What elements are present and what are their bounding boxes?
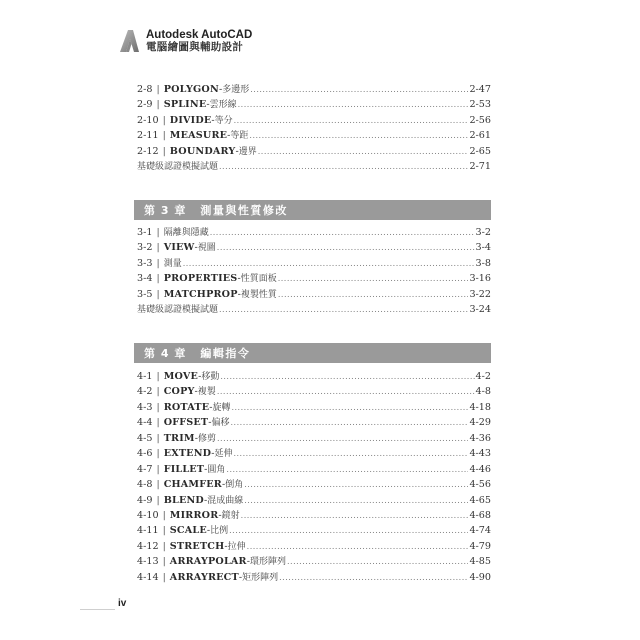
- chapter-4-heading: [134, 343, 491, 363]
- toc-entry: [137, 493, 491, 508]
- section-number: 4-3: [137, 401, 153, 413]
- command-name: EXTEND: [163, 448, 212, 460]
- separator: |: [156, 401, 160, 413]
- command-name: ARRAYRECT: [169, 571, 239, 583]
- separator: |: [156, 432, 160, 444]
- toc-entry: [137, 400, 491, 415]
- page-folio: iv: [118, 598, 127, 609]
- separator: |: [156, 371, 160, 382]
- entry-title: 移動: [201, 372, 220, 382]
- dash: -: [246, 556, 250, 568]
- dash: -: [224, 540, 228, 552]
- page-number: 2-71: [469, 161, 491, 173]
- leader-dots: [278, 287, 469, 302]
- entry-title: 圓角: [207, 464, 226, 475]
- dash: -: [221, 479, 226, 491]
- separator: |: [156, 288, 160, 300]
- section-number: 3-1: [137, 227, 153, 238]
- dash: -: [238, 571, 243, 583]
- section-number: 2-11: [137, 130, 159, 142]
- toc-chapter2-list: [137, 82, 491, 175]
- toc-entry: [137, 82, 491, 97]
- toc-entry: [137, 523, 491, 538]
- separator: |: [156, 479, 160, 491]
- leader-dots: [233, 446, 468, 461]
- toc-entry: [137, 97, 491, 112]
- toc-chapter3-list: [137, 225, 491, 318]
- command-name: FILLET: [163, 463, 205, 475]
- separator: |: [156, 273, 160, 285]
- dash: -: [194, 386, 198, 398]
- section-number: 4-6: [137, 448, 153, 460]
- dash: -: [204, 463, 208, 475]
- entry-title: 等分: [214, 115, 233, 126]
- page-number: 3-22: [469, 288, 491, 300]
- command-name: VIEW: [163, 242, 195, 254]
- section-number: 4-1: [137, 371, 153, 382]
- leader-dots: [217, 431, 468, 446]
- dash: -: [194, 242, 198, 254]
- entry-title: 基礎級認證模擬試題: [137, 162, 219, 173]
- page-number: 4-29: [469, 417, 491, 429]
- toc-entry: [137, 159, 491, 174]
- entry-title: 視圖: [197, 243, 216, 254]
- entry-title: 多邊形: [222, 85, 250, 95]
- entry-title: 性質面板: [240, 274, 277, 285]
- leader-dots: [287, 554, 468, 569]
- footer-rule: [80, 609, 115, 610]
- toc-entry: [137, 431, 491, 446]
- leader-dots: [238, 97, 469, 112]
- toc-entry: [137, 508, 491, 523]
- page-number: 4-85: [469, 556, 491, 568]
- entry-title: 拉伸: [227, 541, 246, 552]
- leader-dots: [247, 539, 469, 554]
- entry-title: 測量: [163, 258, 182, 269]
- toc-entry: [137, 477, 491, 492]
- book-subtitle: 電腦繪圖與輔助設計: [146, 41, 244, 53]
- book-brand: [146, 29, 252, 53]
- page-number: 4-18: [469, 401, 491, 413]
- separator: |: [162, 571, 166, 583]
- section-number: 4-7: [137, 463, 153, 475]
- leader-dots: [231, 415, 469, 430]
- page-number: 3-4: [475, 242, 491, 254]
- toc-entry: [137, 570, 491, 585]
- dash: -: [218, 84, 223, 95]
- entry-title: 複製: [197, 387, 216, 398]
- command-name: PROPERTIES: [163, 273, 238, 285]
- page-number: 4-8: [475, 386, 491, 398]
- separator: |: [156, 99, 160, 111]
- separator: |: [156, 84, 160, 95]
- leader-dots: [210, 225, 475, 240]
- toc-entry: [137, 539, 491, 554]
- leader-dots: [278, 271, 469, 286]
- leader-dots: [217, 384, 475, 399]
- entry-title: 倒角: [225, 480, 244, 491]
- command-name: SCALE: [169, 525, 207, 537]
- command-name: BOUNDARY: [169, 145, 236, 157]
- page-number: 2-47: [469, 84, 491, 95]
- separator: |: [162, 556, 166, 568]
- toc-entry: [137, 271, 491, 286]
- command-name: MIRROR: [169, 509, 219, 521]
- entry-title: 複製性質: [240, 289, 277, 300]
- dash: -: [227, 130, 231, 142]
- separator: |: [162, 114, 166, 126]
- toc-entry: [137, 225, 491, 240]
- toc-entry: [137, 144, 491, 159]
- section-number: 3-5: [137, 288, 153, 300]
- entry-title: 偏移: [211, 418, 230, 429]
- page-number: 3-24: [469, 304, 491, 316]
- separator: |: [162, 540, 166, 552]
- page-number: 4-65: [469, 494, 491, 506]
- leader-dots: [241, 508, 469, 523]
- toc-entry: [137, 287, 491, 302]
- page-number: 4-36: [469, 432, 491, 444]
- page-number: 3-8: [475, 257, 491, 269]
- leader-dots: [279, 570, 468, 585]
- page-number: 3-16: [469, 273, 491, 285]
- command-name: MEASURE: [169, 130, 228, 142]
- command-name: MOVE: [163, 371, 199, 382]
- section-number: 4-2: [137, 386, 153, 398]
- command-name: CHAMFER: [163, 479, 222, 491]
- leader-dots: [234, 113, 469, 128]
- page-number: 2-53: [469, 99, 491, 111]
- section-number: 3-4: [137, 273, 153, 285]
- command-name: OFFSET: [163, 417, 209, 429]
- entry-title: 等距: [230, 131, 249, 142]
- dash: -: [209, 401, 213, 413]
- command-name: STRETCH: [169, 540, 225, 552]
- page-number: 4-2: [475, 371, 491, 382]
- page-number: 4-43: [469, 448, 491, 460]
- separator: |: [156, 242, 160, 254]
- entry-title: 修剪: [197, 433, 216, 444]
- command-name: MATCHPROP: [163, 288, 238, 300]
- toc-entry: [137, 462, 491, 477]
- separator: |: [162, 130, 166, 142]
- separator: |: [156, 386, 160, 398]
- separator: |: [162, 525, 166, 537]
- entry-title: 基礎級認證模擬試題: [137, 305, 219, 316]
- page-number: 4-74: [469, 525, 491, 537]
- separator: |: [156, 463, 160, 475]
- page-number: 2-56: [469, 114, 491, 126]
- separator: |: [156, 448, 160, 460]
- command-name: BLEND: [163, 494, 204, 506]
- leader-dots: [244, 493, 468, 508]
- separator: |: [156, 494, 160, 506]
- dash: -: [194, 432, 198, 444]
- dash: -: [235, 145, 239, 157]
- separator: |: [156, 257, 160, 269]
- command-name: ARRAYPOLAR: [169, 556, 247, 568]
- separator: |: [162, 509, 166, 521]
- leader-dots: [219, 159, 468, 174]
- book-header: [118, 28, 252, 54]
- section-number: 2-8: [137, 84, 153, 95]
- autocad-a-logo-icon: [118, 29, 140, 53]
- chapter-number: 第 3 章: [144, 204, 187, 217]
- dash: -: [206, 525, 211, 537]
- command-name: TRIM: [163, 432, 195, 444]
- page-number: 4-46: [469, 463, 491, 475]
- section-number: 2-12: [137, 145, 159, 157]
- section-number: 4-13: [137, 556, 159, 568]
- toc-entry: [137, 446, 491, 461]
- book-title: Autodesk AutoCAD: [146, 29, 253, 41]
- leader-dots: [250, 82, 468, 97]
- chapter-title: 編輯指令: [200, 347, 251, 360]
- leader-dots: [183, 256, 475, 271]
- dash: -: [208, 417, 212, 429]
- entry-title: 隔離與隱藏: [163, 228, 209, 238]
- entry-title: 邊界: [238, 146, 257, 157]
- leader-dots: [231, 400, 468, 415]
- entry-title: 矩形陣列: [242, 572, 279, 583]
- command-name: ROTATE: [163, 401, 210, 413]
- leader-dots: [217, 240, 475, 255]
- section-number: 4-4: [137, 417, 153, 429]
- page-number: 3-2: [475, 227, 491, 238]
- entry-title: 環形陣列: [249, 557, 286, 568]
- page-number: 4-68: [469, 509, 491, 521]
- toc-entry: [137, 384, 491, 399]
- dash: -: [237, 288, 241, 300]
- toc-entry: [137, 302, 491, 317]
- toc-chapter4-list: [137, 369, 491, 585]
- separator: |: [162, 145, 166, 157]
- toc-entry: [137, 113, 491, 128]
- separator: |: [156, 227, 160, 238]
- section-number: 2-10: [137, 114, 159, 126]
- toc-entry: [137, 554, 491, 569]
- leader-dots: [220, 369, 474, 384]
- section-number: 4-14: [137, 571, 159, 583]
- page-number: 4-56: [469, 479, 491, 491]
- entry-title: 鏡射: [221, 510, 240, 521]
- leader-dots: [249, 128, 468, 143]
- page-number: 2-61: [469, 130, 491, 142]
- leader-dots: [244, 477, 468, 492]
- section-number: 2-9: [137, 99, 153, 111]
- dash: -: [211, 448, 215, 460]
- entry-title: 比例: [210, 526, 229, 537]
- command-name: COPY: [163, 386, 195, 398]
- section-number: 4-9: [137, 494, 153, 506]
- leader-dots: [219, 302, 468, 317]
- toc-entry: [137, 128, 491, 143]
- dash: -: [206, 99, 210, 111]
- section-number: 4-10: [137, 509, 159, 521]
- entry-title: 延伸: [214, 449, 233, 460]
- command-name: DIVIDE: [169, 114, 212, 126]
- command-name: POLYGON: [163, 84, 219, 95]
- chapter-title: 測量與性質修改: [200, 204, 288, 217]
- section-number: 3-2: [137, 242, 153, 254]
- leader-dots: [226, 462, 468, 477]
- page-number: 2-65: [469, 145, 491, 157]
- entry-title: 雲形線: [209, 100, 237, 111]
- command-name: SPLINE: [163, 99, 207, 111]
- entry-title: 旋轉: [212, 402, 231, 413]
- page-number: 4-79: [469, 540, 491, 552]
- section-number: 4-8: [137, 479, 153, 491]
- section-number: 4-5: [137, 432, 153, 444]
- toc-entry: [137, 240, 491, 255]
- toc-entry: [137, 369, 491, 384]
- dash: -: [198, 371, 202, 382]
- chapter-3-heading: [134, 200, 491, 220]
- toc-entry: [137, 415, 491, 430]
- section-number: 4-12: [137, 540, 159, 552]
- section-number: 4-11: [137, 525, 159, 537]
- chapter-number: 第 4 章: [144, 347, 187, 360]
- toc-entry: [137, 256, 491, 271]
- dash: -: [211, 114, 215, 126]
- section-number: 3-3: [137, 257, 153, 269]
- leader-dots: [229, 523, 468, 538]
- page-number: 4-90: [469, 571, 491, 583]
- separator: |: [156, 417, 160, 429]
- dash: -: [237, 273, 241, 285]
- dash: -: [218, 509, 222, 521]
- entry-title: 混成曲線: [207, 495, 244, 506]
- leader-dots: [258, 144, 469, 159]
- dash: -: [203, 494, 208, 506]
